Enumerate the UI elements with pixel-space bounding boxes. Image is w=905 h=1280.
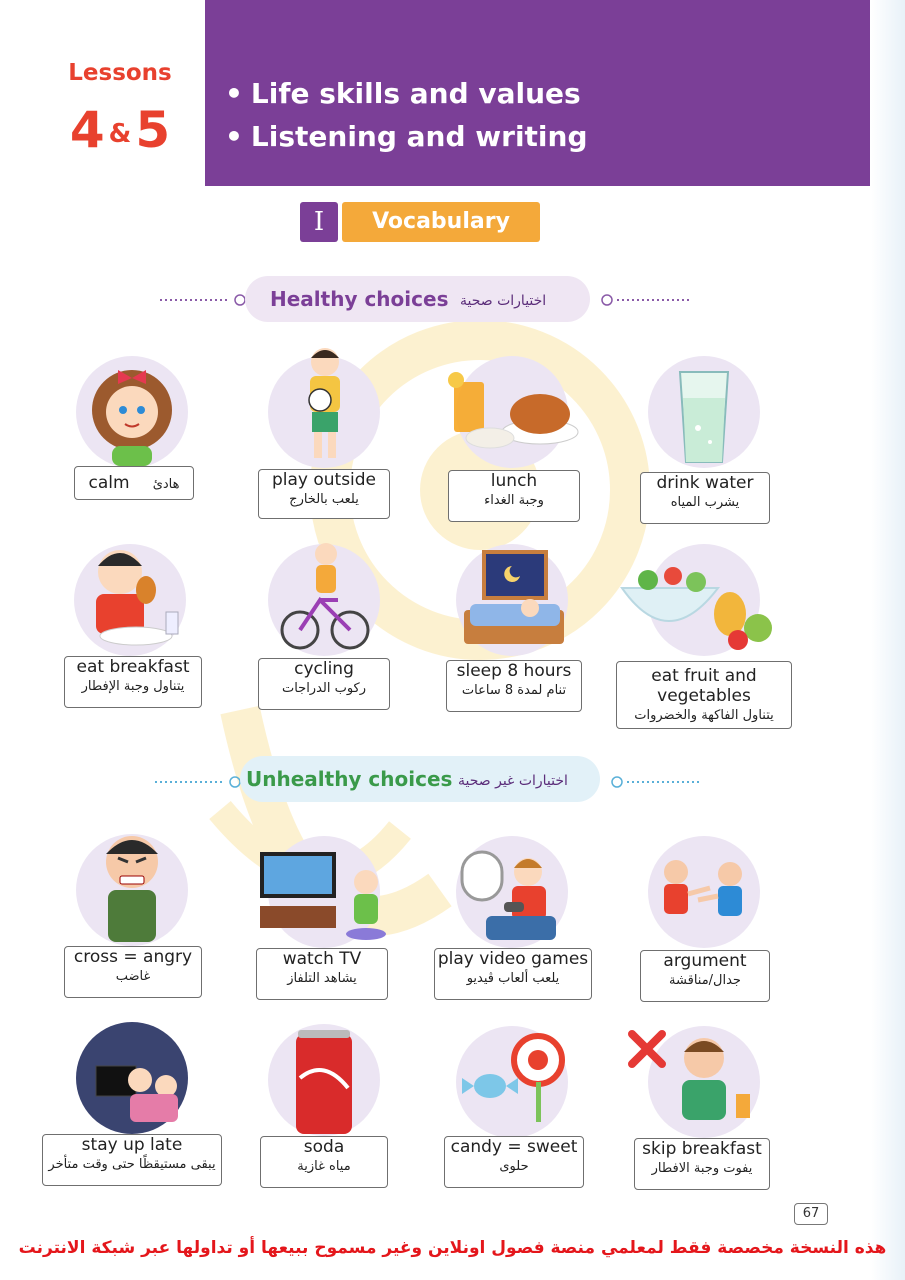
healthy-title-ar: اختيارات صحية — [460, 293, 547, 309]
boy-skipping-breakfast-icon — [628, 1024, 762, 1130]
word-en: watch TV — [282, 949, 362, 969]
vocab-card-argument — [640, 950, 770, 1002]
boys-arguing-icon — [648, 848, 760, 948]
header-topics — [225, 72, 588, 158]
word-ar: يلعب ألعاب ڤيديو — [466, 971, 560, 986]
word-ar: يفوت وجبة الافطار — [651, 1161, 753, 1176]
topic-text: Life skills and values — [250, 77, 581, 110]
section-numeral: I — [300, 202, 338, 242]
word-en: skip breakfast — [642, 1139, 762, 1159]
word-ar: يتناول الفاكهة والخضروات — [634, 708, 774, 723]
boy-cycling-icon — [280, 538, 370, 656]
unhealthy-title: Unhealthy choices — [246, 767, 453, 791]
vocab-card-candy-sweet — [444, 1136, 584, 1188]
vocab-card-watch-tv — [256, 948, 388, 1000]
word-ar: يلعب بالخارج — [289, 492, 359, 507]
vocab-card-play-outside — [258, 469, 390, 519]
word-en: eat breakfast — [76, 657, 190, 677]
boy-eating-breakfast-icon — [74, 536, 186, 652]
soda-can-icon — [292, 1028, 356, 1140]
lesson-ampersand: & — [108, 118, 132, 149]
word-ar: يتناول وجبة الإفطار — [81, 679, 185, 694]
water-glass-icon — [674, 368, 734, 468]
healthy-title: Healthy choices — [270, 287, 449, 311]
word-ar: ركوب الدراجات — [281, 681, 367, 696]
word-ar: يشرب المياه — [670, 495, 740, 510]
word-en: calm — [88, 473, 130, 493]
vocab-card-calm — [74, 466, 194, 500]
lesson-numbers — [30, 100, 210, 164]
vocab-card-cross-angry — [64, 946, 202, 998]
page-number: 67 — [794, 1203, 828, 1225]
vocab-card-soda — [260, 1136, 388, 1188]
vocab-card-stay-up-late — [42, 1134, 222, 1186]
vocab-card-lunch — [448, 470, 580, 522]
word-en: play outside — [271, 470, 377, 490]
vocab-card-sleep-8-hours — [446, 660, 582, 712]
fruit-vegetable-bowl-icon — [618, 558, 786, 654]
word-ar: هادئ — [152, 477, 180, 492]
word-en: candy = sweet — [450, 1137, 578, 1157]
copyright-notice: هذه النسخة مخصصة فقط لمعلمي منصة فصول اونلاين وغير مسموح ببيعها أو تداولها عبر شبكة الانترنت — [18, 1238, 887, 1258]
topic-item — [225, 72, 588, 115]
word-en: argument — [663, 951, 747, 971]
word-ar: يشاهد التلفاز — [287, 971, 357, 986]
word-en: soda — [303, 1137, 345, 1157]
topic-text: Listening and writing — [250, 120, 588, 153]
section-title: Vocabulary — [342, 202, 540, 242]
candy-icon — [460, 1028, 570, 1124]
boy-watching-tv-icon — [256, 848, 388, 944]
word-ar: تنام لمدة 8 ساعات — [461, 683, 567, 698]
bullet-icon: • — [225, 77, 243, 110]
word-ar: يبقى مستيقظًا حتى وقت متأخر — [48, 1157, 216, 1172]
word-en: lunch — [490, 471, 538, 491]
word-en: stay up late — [81, 1135, 183, 1155]
unhealthy-title-ar: اختيارات غير صحية — [458, 773, 568, 789]
boy-with-ball-icon — [290, 344, 360, 466]
bullet-icon: • — [225, 120, 243, 153]
vocab-card-eat-fruit-and-vegetables — [616, 661, 792, 729]
word-en: sleep 8 hours — [456, 661, 572, 681]
vocab-card-eat-breakfast — [64, 656, 202, 708]
word-ar: جدال/مناقشة — [669, 973, 741, 988]
left-deco-icon — [155, 776, 250, 788]
vocab-card-drink-water — [640, 472, 770, 524]
word-en: play video games — [437, 949, 589, 969]
word-ar: وجبة الغداء — [484, 493, 544, 508]
lesson-number-a: 4 — [69, 101, 105, 159]
word-ar: مياه غازية — [297, 1159, 351, 1174]
girl-portrait-icon — [76, 350, 188, 468]
word-en: drink water — [656, 473, 754, 493]
lesson-number-b: 5 — [135, 101, 171, 159]
topic-item — [225, 115, 588, 158]
word-ar: حلوى — [499, 1159, 529, 1174]
vocab-card-play-video-games — [434, 948, 592, 1000]
word-ar: غاضب — [115, 969, 151, 984]
angry-boy-icon — [90, 828, 174, 946]
lessons-label: Lessons — [68, 60, 172, 86]
vocab-card-skip-breakfast — [634, 1138, 770, 1190]
word-en: cycling — [294, 659, 354, 679]
boy-gaming-icon — [456, 842, 574, 948]
girl-sleeping-icon — [460, 548, 570, 652]
word-en: cross = angry — [73, 947, 193, 967]
watermark-logo — [180, 290, 660, 990]
right-deco-icon — [605, 776, 700, 788]
lunch-meal-icon — [440, 362, 580, 452]
right-deco-icon — [595, 294, 690, 306]
page-edge — [871, 0, 905, 1280]
left-deco-icon — [160, 294, 255, 306]
kids-up-late-icon — [76, 1022, 188, 1134]
word-en: eat fruit and vegetables — [651, 666, 757, 706]
vocab-card-cycling — [258, 658, 390, 710]
